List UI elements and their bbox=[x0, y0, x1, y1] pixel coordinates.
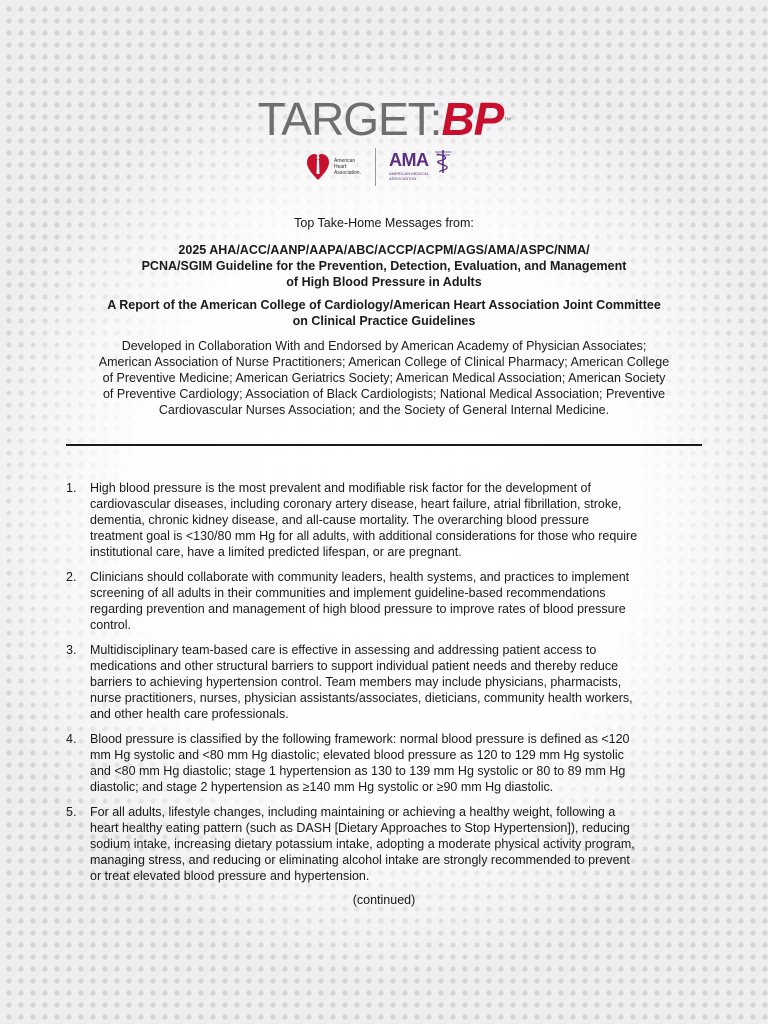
logo-word-target: TARGET: bbox=[257, 93, 442, 145]
list-item-number: 1. bbox=[66, 481, 77, 495]
target-bp-logo bbox=[0, 93, 768, 145]
logo-word-bp: BP bbox=[441, 93, 504, 145]
aha-logo bbox=[306, 150, 368, 184]
partner-logos bbox=[0, 148, 768, 188]
ama-logo bbox=[389, 150, 459, 184]
section-divider bbox=[66, 444, 702, 446]
continued-note: (continued) bbox=[352, 893, 416, 907]
list-item: 1. High blood pressure is the most prevalent and modifiable risk factor for the development of cardiovascular diseases, including coronary artery disease, heart failure, atrial fibrillation, stroke, dementia, chronic kidney disease, and all-cause mortality. The overarching blood pressure treatment goal is <130/80 mm Hg for all adults, with additional considerations for those who require institutional care, have a limited predicted lifespan, or are pregnant. bbox=[66, 481, 638, 559]
messages-list bbox=[66, 480, 702, 893]
ama-wordmark: AMA bbox=[389, 150, 429, 170]
list-item-number: 4. bbox=[66, 732, 77, 746]
logo-trademark: ™ bbox=[503, 116, 511, 125]
list-item: 4. Blood pressure is classified by the following framework: normal blood pressure is defined as <120 mm Hg systolic and <80 mm Hg diastolic; elevated blood pressure as 120 to 129 mm Hg systolic and <80 mm Hg diastolic; stage 1 hypertension as 130 to 139 mm Hg systolic or 80 to 89 mm Hg diastolic; and stage 2 hypertension as ≥140 mm Hg systolic or ≥90 mm Hg diastolic. bbox=[66, 732, 630, 794]
list-item-number: 2. bbox=[66, 570, 77, 584]
logo-divider bbox=[375, 148, 376, 186]
list-item-number: 5. bbox=[66, 805, 77, 819]
list-item: 3. Multidisciplinary team-based care is effective in assessing and addressing patient access to medications and other structural barriers to support individual patient needs and thereby reduce barriers to achieving hypertension control. Team members may include physicians, pharmacists, nurse practitioners, nurses, physician assistants/associates, dieticians, community health workers, and other health care professionals. bbox=[66, 643, 633, 721]
ama-name: AMERICAN MEDICAL ASSOCIATION bbox=[389, 171, 430, 181]
logo-wordmark bbox=[257, 93, 511, 145]
list-item: 2. Clinicians should collaborate with community leaders, health systems, and practices to implement screening of all adults in their communities and implement guideline-based recommendations regarding prevention and management of high blood pressure to improve rates of blood pressure control. bbox=[66, 570, 630, 632]
collaboration-statement: Developed in Collaboration With and Endorsed by American Academy of Physician Associates; American Association of Nurse Practitioners; American College of Clinical Pharmacy; American College of Preventive Medicine; American Geriatrics Society; American Medical Association; American Society of Preventive Cardiology; Association of Black Cardiologists; National Medical Association; Preventive Cardiovascular Nurses Association; and the Society of General Internal Medicine. bbox=[98, 339, 670, 417]
intro-text: Top Take-Home Messages from: bbox=[294, 216, 474, 230]
guideline-title: 2025 AHA/ACC/AANP/AAPA/ABC/ACCP/ACPM/AGS/AMA/ASPC/NMA/ PCNA/SGIM Guideline for the Prevention, Detection, Evaluation, and Management of High Blood Pressure in Adults bbox=[141, 243, 627, 289]
heart-torch-icon bbox=[306, 152, 330, 182]
report-subtitle: A Report of the American College of Cardiology/American Heart Association Joint Committee on Clinical Practice Guidelines bbox=[107, 298, 661, 328]
staff-of-asclepius-icon bbox=[433, 148, 453, 174]
list-item: 5. For all adults, lifestyle changes, including maintaining or achieving a healthy weight, following a heart healthy eating pattern (such as DASH [Dietary Approaches to Stop Hypertension]), reducing sodium intake, increasing dietary potassium intake, adopting a moderate physical activity program, managing stress, and reducing or eliminating alcohol intake are strongly recommended to prevent or treat elevated blood pressure and hypertension. bbox=[66, 805, 635, 883]
list-item-number: 3. bbox=[66, 643, 77, 657]
aha-name: American Heart Association. bbox=[334, 158, 361, 176]
